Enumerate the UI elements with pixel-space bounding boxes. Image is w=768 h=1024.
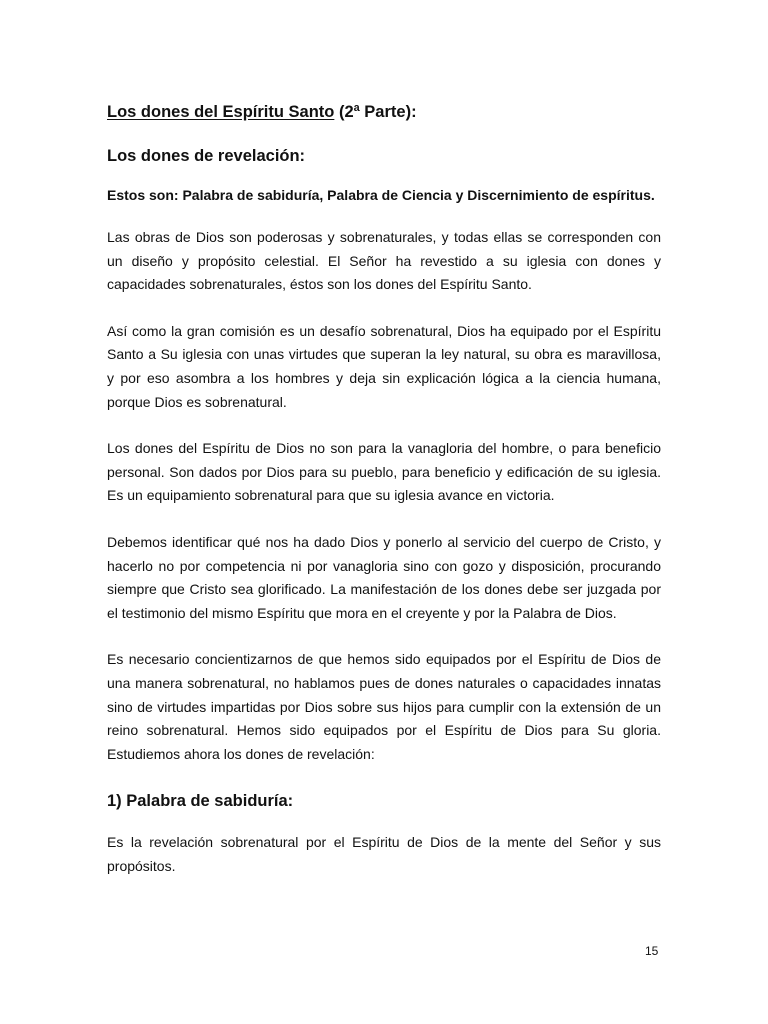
body-paragraph: Así como la gran comisión es un desafío sobrenatural, Dios ha equipado por el Espíritu Santo a Su iglesia con unas virtudes que superan la ley natural, su obra es maravillosa, y por eso asombra a los hombres y deja sin explicación lógica a la ciencia humana, porque Dios es sobrenatural. xyxy=(107,322,661,410)
body-paragraph: Es necesario concientizarnos de que hemos sido equipados por el Espíritu de Dios de una manera sobrenatural, no hablamos pues de dones naturales o capacidades innatas sino de virtudes impartidas por Dios sobre sus hijos para cumplir con la extensión de un reino sobrenatural. Hemos sido equipados por el Espíritu de Dios para Su gloria. Estudiemos ahora los dones de revelación: xyxy=(107,651,661,762)
body-paragraph: Debemos identificar qué nos ha dado Dios y ponerlo al servicio del cuerpo de Cristo, y hacerlo no por competencia ni por vanagloria sino con gozo y disposición, procurando siempre que Cristo sea glorificado. La manifestación de los dones debe ser juzgada por el testimonio del mismo Espíritu que mora en el creyente y por la Palabra de Dios. xyxy=(107,533,661,621)
document-title-suffix: (2ª Parte): xyxy=(334,103,417,121)
body-paragraph: Los dones del Espíritu de Dios no son para la vanagloria del hombre, o para beneficio personal. Son dados por Dios para su pueblo, para beneficio y edificación de su iglesia. Es un equipamiento sobrenatural para que su iglesia avance en victoria. xyxy=(107,440,661,504)
page-number: 15 xyxy=(645,944,659,958)
body-paragraph: Las obras de Dios son poderosas y sobrenaturales, y todas ellas se corresponden con un diseño y propósito celestial. El Señor ha revestido a su iglesia con dones y capacidades sobrenaturales, éstos son los dones del Espíritu Santo. xyxy=(107,229,661,293)
document-title xyxy=(107,100,661,124)
page-content xyxy=(107,100,661,901)
section-heading: 1) Palabra de sabiduría: xyxy=(107,792,294,811)
section-subtitle: Los dones de revelación: xyxy=(107,147,306,165)
intro-line: Estos son: Palabra de sabiduría, Palabra de Ciencia y Discernimiento de espíritus. xyxy=(107,187,655,203)
document-title-underlined: Los dones del Espíritu Santo xyxy=(107,103,335,121)
section-paragraph: Es la revelación sobrenatural por el Espíritu de Dios de la mente del Señor y sus propósitos. xyxy=(107,834,661,874)
